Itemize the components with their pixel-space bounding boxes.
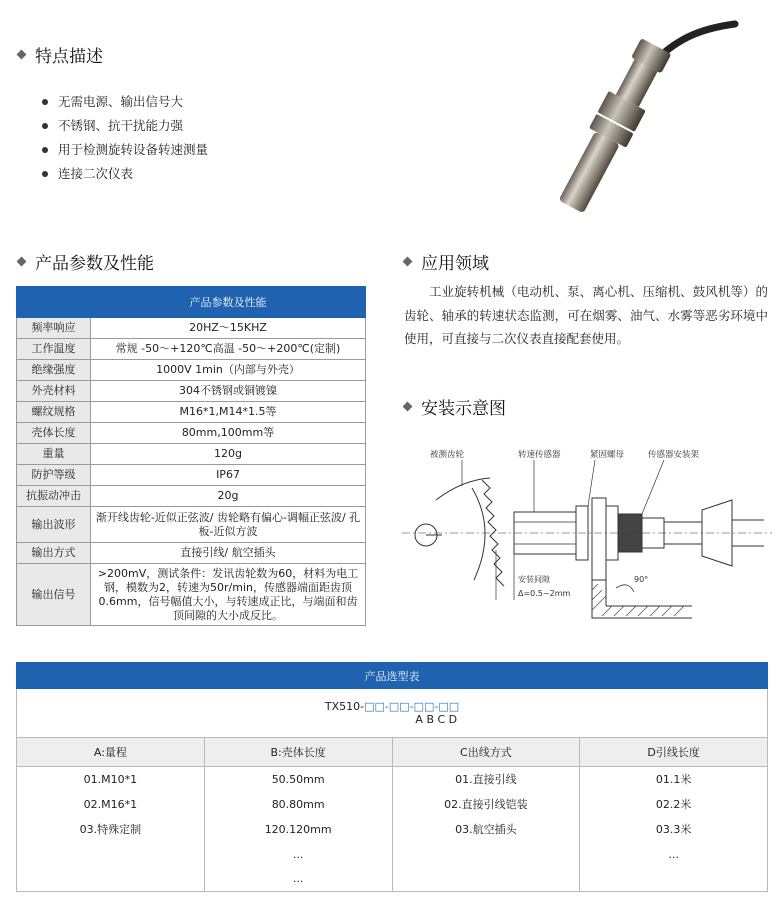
table-row: 01.M10*1 50.50mm 01.直接引线 01.1米 (17, 767, 768, 792)
table-row: 输出方式 直接引线/ 航空插头 (17, 543, 366, 564)
model-code: TX510-□□-□□-□□-□□ A B C D (324, 700, 460, 726)
list-item: 用于检测旋转设备转速测量 (42, 138, 208, 162)
application-text: 工业旋转机械（电动机、泵、离心机、压缩机、鼓风机等）的齿轮、轴承的转速状态监测，可在烟雾、油气、水雾等恶劣环境中使用，可直接与二次仪表直接配套使用。 (404, 284, 768, 346)
table-row: 02.M16*1 80.80mm 02.直接引线铠装 02.2米 (17, 792, 768, 817)
table-row: 壳体长度 80mm,100mm等 (17, 423, 366, 444)
table-row: 外壳材料 304不锈钢或铜镀镍 (17, 381, 366, 402)
label-gap-value: Δ=0.5~2mm (518, 589, 571, 598)
install-diagram (402, 440, 772, 622)
params-table (16, 286, 366, 626)
features-title: 特点描述 (18, 42, 103, 67)
application-title: 应用领域 (404, 249, 489, 274)
table-row: ... ... (17, 842, 768, 867)
label-bracket: 传感器安装架 (648, 450, 700, 460)
table-row: 工作温度 常规 -50～+120℃高温 -50～+200℃(定制) (17, 339, 366, 360)
bullet-icon (42, 99, 48, 105)
list-item: 不锈钢、抗干扰能力强 (42, 114, 208, 138)
bullet-icon (42, 123, 48, 129)
table-row: 防护等级 IP67 (17, 465, 366, 486)
model-code-row (17, 689, 768, 738)
label-gear: 被测齿轮 (430, 450, 465, 460)
params-table-title: 产品参数及性能 (91, 287, 366, 318)
diamond-icon (17, 257, 27, 267)
table-header (17, 287, 366, 318)
table-column-headers: A:量程 B:壳体长度 C出线方式 D引线长度 (17, 738, 768, 767)
bullet-icon (42, 171, 48, 177)
label-gap: 安装间隙 (518, 575, 550, 584)
table-row: 输出信号 >200mV，测试条件：发讯齿轮数为60，材料为电工钢，模数为2，转速为50r/min，传感器端面距齿顶0.6mm，信号幅值大小，与转速成正比，与端面和齿顶间隙的大小成反比。 (17, 564, 366, 626)
table-row: 03.特殊定制 120.120mm 03.航空插头 03.3米 (17, 817, 768, 842)
diamond-icon (403, 402, 413, 412)
label-angle: 90° (634, 575, 649, 584)
table-header (17, 663, 768, 689)
product-image (505, 6, 740, 226)
table-row: 螺纹规格 M16*1,M14*1.5等 (17, 402, 366, 423)
install-title: 安装示意图 (404, 394, 506, 419)
list-item: 连接二次仪表 (42, 162, 208, 186)
table-row: ... (17, 867, 768, 892)
table-row: 绝缘强度 1000V 1min（内部与外壳） (17, 360, 366, 381)
params-title: 产品参数及性能 (18, 249, 154, 274)
diamond-icon (17, 50, 27, 60)
label-nut: 紧固螺母 (590, 450, 625, 460)
list-item: 无需电源、输出信号大 (42, 90, 208, 114)
bullet-icon (42, 147, 48, 153)
selection-table-title: 产品选型表 (17, 663, 768, 689)
table-row: 输出波形 渐开线齿轮-近似正弦波/ 齿轮略有偏心-调幅正弦波/ 孔板-近似方波 (17, 507, 366, 543)
table-row: 抗振动冲击 20g (17, 486, 366, 507)
selection-table (16, 662, 768, 892)
table-row: 频率响应 20HZ～15KHZ (17, 318, 366, 339)
label-sensor: 转速传感器 (518, 450, 561, 460)
feature-list (42, 90, 208, 186)
table-row: 重量 120g (17, 444, 366, 465)
diamond-icon (403, 257, 413, 267)
